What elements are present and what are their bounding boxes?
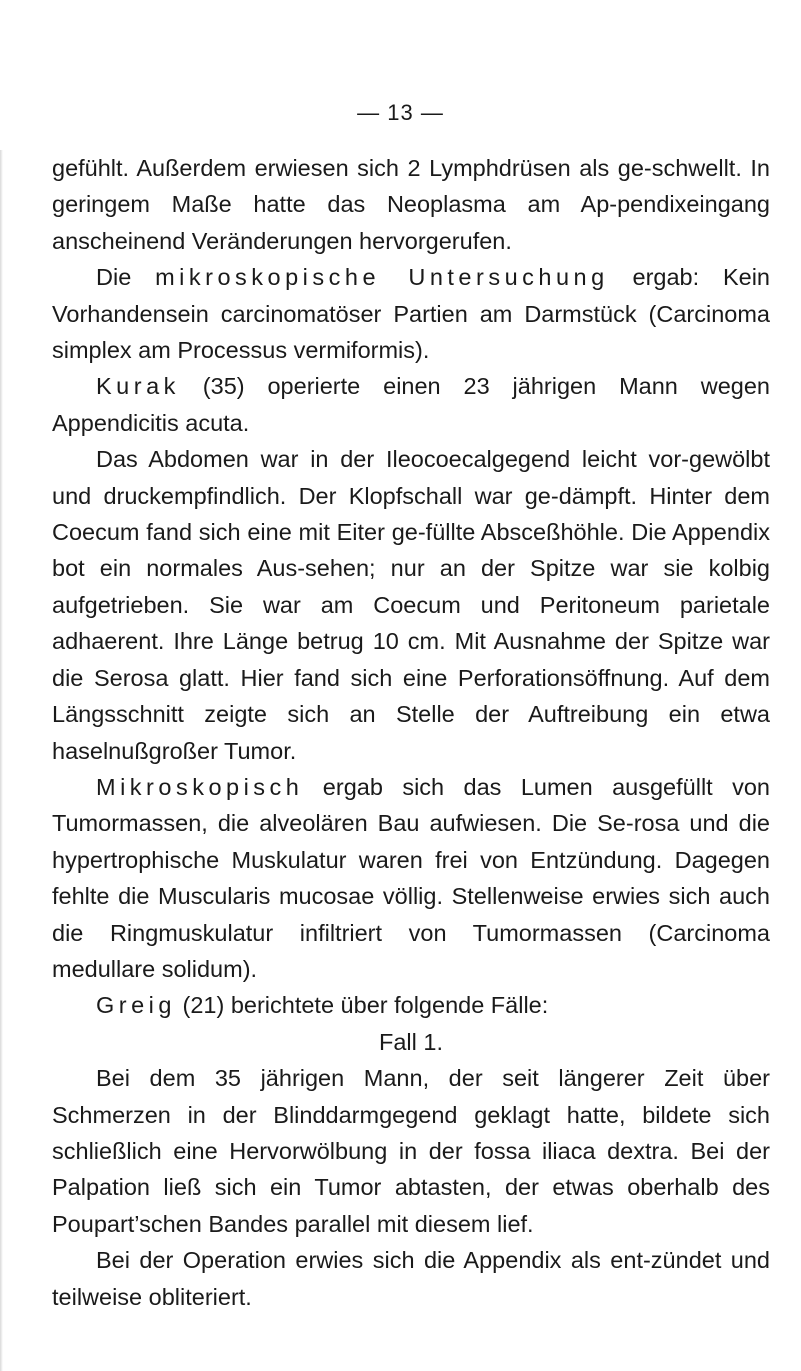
- paragraph: [52, 368, 770, 441]
- paragraph: [52, 769, 770, 987]
- paragraph-text: (21) berichtete über folgende Fälle:: [182, 992, 549, 1019]
- author-name: Greig: [96, 992, 176, 1019]
- case-heading: Fall 1.: [379, 1028, 443, 1055]
- paragraph-text: ergab sich das Lumen ausgefüllt von Tumormassen, die alveolären Bau aufwiesen. Die Se-rosa und die hypertrophische Muskulatur waren frei von Entzündung. Dagegen fehlte die Muscularis mucosae völlig. Stellenweise erwies sich auch die Ringmuskulatur infiltriert von Tumormassen (Carcinoma medullare solidum).: [52, 773, 770, 982]
- emphasized-term: Mikroskopisch: [96, 773, 304, 800]
- paragraph: [52, 987, 770, 1023]
- author-name: Kurak: [96, 373, 180, 400]
- paragraph-text: gefühlt. Außerdem erwiesen sich 2 Lymphdrüsen als ge-schwellt. In geringem Maße hatte das Neoplasma am Ap-pendixeingang anscheinend Veränderungen hervorgerufen.: [52, 155, 770, 254]
- paragraph: [52, 1060, 770, 1242]
- paragraph-text: (35) operierte einen 23 jährigen Mann wegen Appendicitis acuta.: [52, 373, 770, 436]
- paragraph: [52, 150, 770, 259]
- body-text: [52, 150, 770, 1315]
- paragraph-text: Das Abdomen war in der Ileocoecalgegend leicht vor-gewölbt und druckempfindlich. Der Klopfschall war ge-dämpft. Hinter dem Coecum fand sich eine mit Eiter ge-füllte Absceßhöhle. Die Appendix bot ein normales Aus-sehen; nur an der Spitze war sie kolbig aufgetrieben. Sie war am Coecum und Peritoneum parietale adhaerent. Ihre Länge betrug 10 cm. Mit Ausnahme der Spitze war die Serosa glatt. Hier fand sich eine Perforationsöffnung. Auf dem Längsschnitt zeigte sich an Stelle der Auftreibung ein etwa haselnußgroßer Tumor.: [52, 446, 770, 764]
- binding-edge: [0, 150, 3, 1371]
- paragraph: [52, 1242, 770, 1315]
- paragraph-text: Bei der Operation erwies sich die Appendix als ent-zündet und teilweise obliteriert.: [52, 1247, 770, 1310]
- paragraph: [52, 259, 770, 368]
- paragraph: [52, 441, 770, 769]
- emphasized-term: mikroskopische Untersuchung: [155, 264, 609, 291]
- paragraph-text: ergab: Kein Vorhandensein carcinomatöser Partien am Darmstück (Carcinoma simplex am Processus vermiformis).: [52, 264, 770, 364]
- paragraph-lead: Die: [96, 264, 132, 291]
- paragraph-text: Bei dem 35 jährigen Mann, der seit längerer Zeit über Schmerzen in der Blinddarmgegend geklagt hatte, bildete sich schließlich eine Hervorwölbung in der fossa iliaca dextra. Bei der Palpation ließ sich ein Tumor abtasten, der etwas oberhalb des Poupart’schen Bandes parallel mit diesem lief.: [52, 1065, 770, 1237]
- page-number: — 13 —: [357, 100, 444, 125]
